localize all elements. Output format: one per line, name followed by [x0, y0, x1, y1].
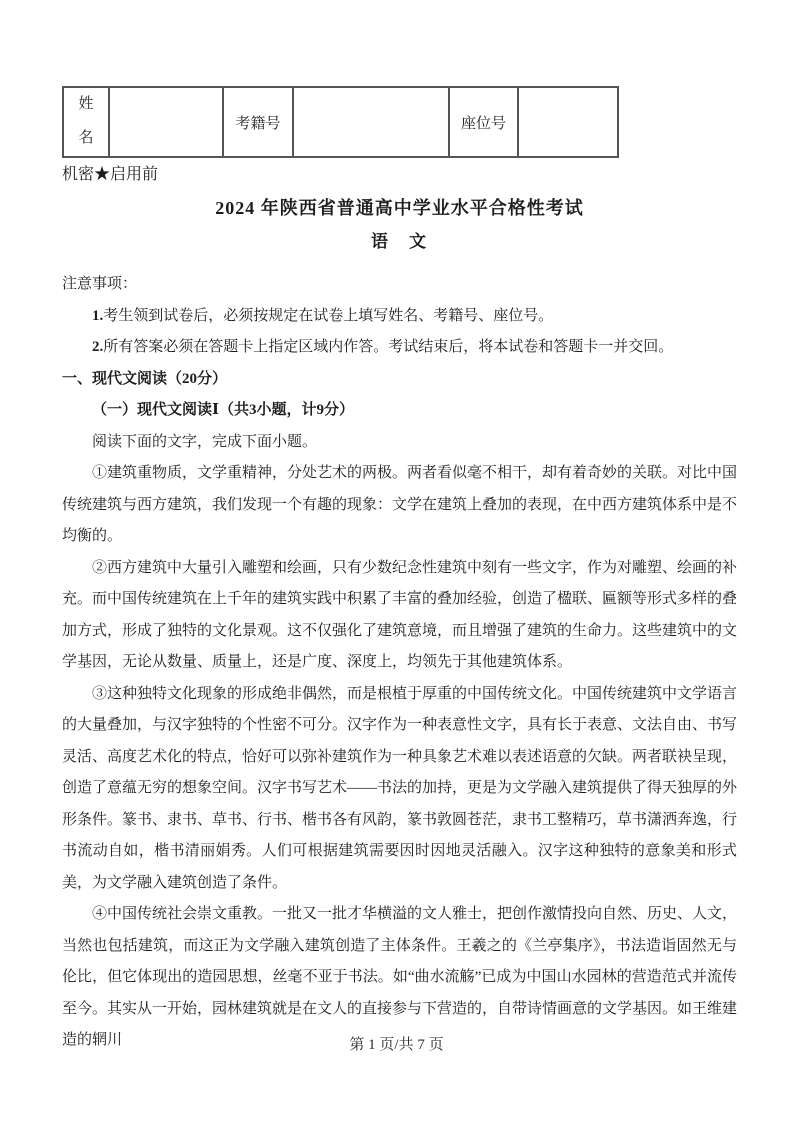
section-one-heading: 一、现代文阅读（20分） [62, 370, 228, 387]
exam-no-value-cell [293, 87, 449, 157]
notice-item-2 [62, 332, 737, 364]
subject-title: 语 文 [371, 232, 428, 251]
notice-item-1-number: 1. [92, 307, 104, 324]
section-one-subheading: （一）现代文阅读Ⅰ（共3小题，计9分） [92, 402, 355, 418]
name-label-cell [63, 87, 109, 157]
notice-item-2-number: 2. [92, 339, 104, 355]
confidential-label: 机密★启用前 [62, 166, 159, 183]
passage-paragraph-4: ④中国传统社会崇文重教。一批又一批才华横溢的文人雅士，把创作激情投向自然、历史、人文，当然也包括建筑，而这正为文学融入建筑创造了主体条件。王羲之的《兰亭集序》，书法造诣固然无与伦比，但它体现出的造园思想，丝毫不亚于书法。如“曲水流觞”已成为中国山水园林的营造范式并流传至今。其实从一开始，园林建筑就是在文人的直接参与下营造的，自带诗情画意的文学基因。如王维建造的辋川 [62, 906, 738, 1048]
name-label: 姓名 [78, 96, 94, 146]
notice-heading: 注意事项： [62, 276, 138, 292]
notice-item-2-text: 所有答案必须在答题卡上指定区域内作答。考试结束后，将本试卷和答题卡一并交回。 [103, 339, 674, 355]
reading-instruction: 阅读下面的文字，完成下面小题。 [92, 433, 318, 450]
seat-no-value-cell [518, 87, 618, 157]
candidate-info-table [62, 86, 619, 158]
page-number: 第 1 页/共 7 页 [349, 1037, 444, 1053]
notice-item-1-text: 考生领到试卷后，必须按规定在试卷上填写姓名、考籍号、座位号。 [103, 307, 554, 324]
passage-paragraph-3: ③这种独特文化现象的形成绝非偶然，而是根植于厚重的中国传统文化。中国传统建筑中文学语言的大量叠加，与汉字独特的个性密不可分。汉字作为一种表意性文字，具有长于表意、文法自由、书写灵活、高度艺术化的特点，恰好可以弥补建筑作为一种具象艺术难以表述语意的欠缺。两者联袂呈现，创造了意蕴无穷的想象空间。汉字书写艺术——书法的加持，更是为文学融入建筑提供了得天独厚的外形条件。篆书、隶书、草书、行书、楷书各有风韵，篆书敦圆苍茫，隶书工整精巧，草书潇洒奔逸，行书流动自如，楷书清丽娟秀。人们可根据建筑需要因时因地灵活融入。汉字这种独特的意象美和形式美，为文学融入建筑创造了条件。 [62, 685, 738, 891]
exam-no-label: 考籍号 [235, 115, 281, 132]
exam-title: 2024 年陕西省普通高中学业水平合格性考试 [215, 198, 584, 218]
notice-item-1 [62, 301, 737, 333]
seat-no-label: 座位号 [460, 115, 506, 132]
name-value-cell [109, 87, 223, 157]
exam-body [62, 269, 737, 1057]
passage-paragraph-1: ①建筑重物质，文学重精神，分处艺术的两极。两者看似毫不相干，却有着奇妙的关联。对比中国传统建筑与西方建筑，我们发现一个有趣的现象：文学在建筑上叠加的表现，在中西方建筑体系中是不均衡的。 [62, 465, 738, 544]
passage-paragraph-2: ②西方建筑中大量引入雕塑和绘画，只有少数纪念性建筑中刻有一些文字，作为对雕塑、绘画的补充。而中国传统建筑在上千年的建筑实践中积累了丰富的叠加经验，创造了楹联、匾额等形式多样的叠加方式，形成了独特的文化景观。这不仅强化了建筑意境，而且增强了建筑的生命力。这些建筑中的文学基因，无论从数量、质量上，还是广度、深度上，均领先于其他建筑体系。 [62, 559, 738, 670]
exam-no-label-cell [223, 87, 293, 157]
seat-no-label-cell [449, 87, 518, 157]
